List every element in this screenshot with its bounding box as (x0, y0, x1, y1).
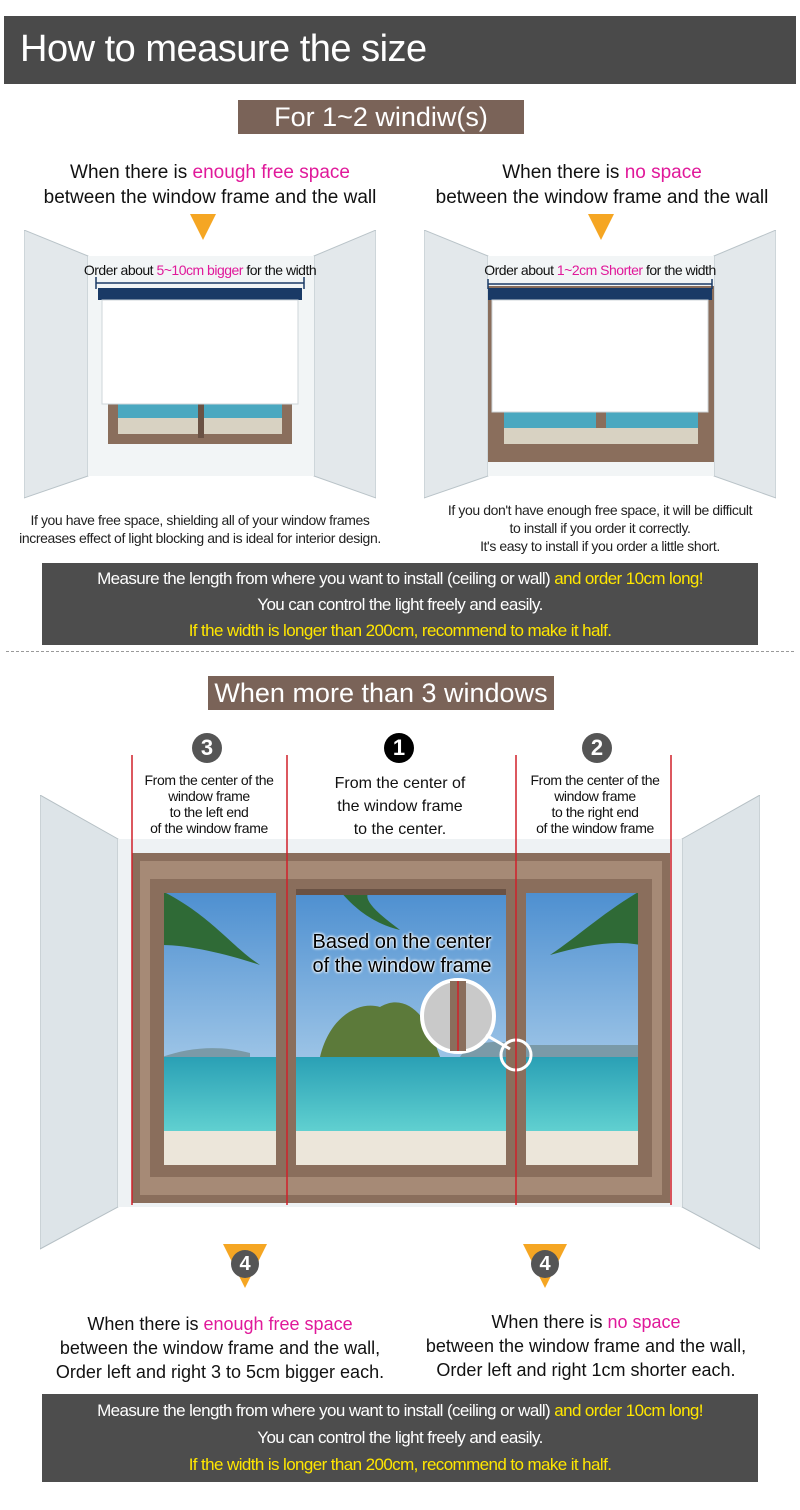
marker-2: 2 (582, 733, 612, 763)
s2-left-caption: When there is enough free space between the window frame and the wall, Order left and right 3 to 5cm bigger each. (55, 1314, 385, 1382)
s1-right-caption: If you don't have enough free space, it will be difficult to install if you order it correctly. It's easy to install if you order a little short. (447, 502, 753, 554)
marker-2-text: From the center of the window frame to the right end of the window frame (530, 772, 660, 836)
width-guide-line (94, 276, 306, 290)
number-4-label: 4 (239, 1253, 251, 1275)
s1-notice-box: Measure the length from where you want to install (ceiling or wall) and order 10cm long! You can control the light freely and easily. If the width is longer than 200cm, recommend to make it half. (42, 563, 758, 645)
s1-left-caption: If you have free space, shielding all of your window frames increases effect of light blocking and is ideal for interior design. (19, 512, 381, 546)
center-frame-label: Based on the center of the window frame (312, 931, 492, 977)
marker-3-text: From the center of the window frame to the left end of the window frame (144, 772, 274, 836)
s1-right-order-note: Order about 1~2cm Shorter for the width (484, 262, 716, 278)
s1-left-order-note: Order about 5~10cm bigger for the width (83, 262, 317, 278)
number-4-label: 4 (539, 1253, 551, 1275)
section-divider (6, 651, 794, 652)
s2-notice-box: Measure the length from where you want to install (ceiling or wall) and order 10cm long! You can control the light freely and easily. If the width is longer than 200cm, recommend to make it half. (42, 1394, 758, 1482)
s1-right-heading: When there is no space between the window frame and the wall (435, 162, 769, 208)
section1-label: For 1~2 windiw(s) (238, 100, 524, 134)
marker-1: 1 (384, 733, 414, 763)
section2-label: When more than 3 windows (208, 676, 554, 710)
marker-1-text: From the center of the window frame to the center. (334, 775, 466, 838)
marker-3: 3 (192, 733, 222, 763)
s1-left-heading: When there is enough free space between the window frame and the wall (43, 162, 377, 208)
s2-right-caption: When there is no space between the window frame and the wall, Order left and right 1cm shorter each. (425, 1312, 747, 1380)
guide-lines (0, 755, 800, 1205)
width-guide-line (486, 278, 714, 290)
page-title: How to measure the size (20, 28, 427, 70)
